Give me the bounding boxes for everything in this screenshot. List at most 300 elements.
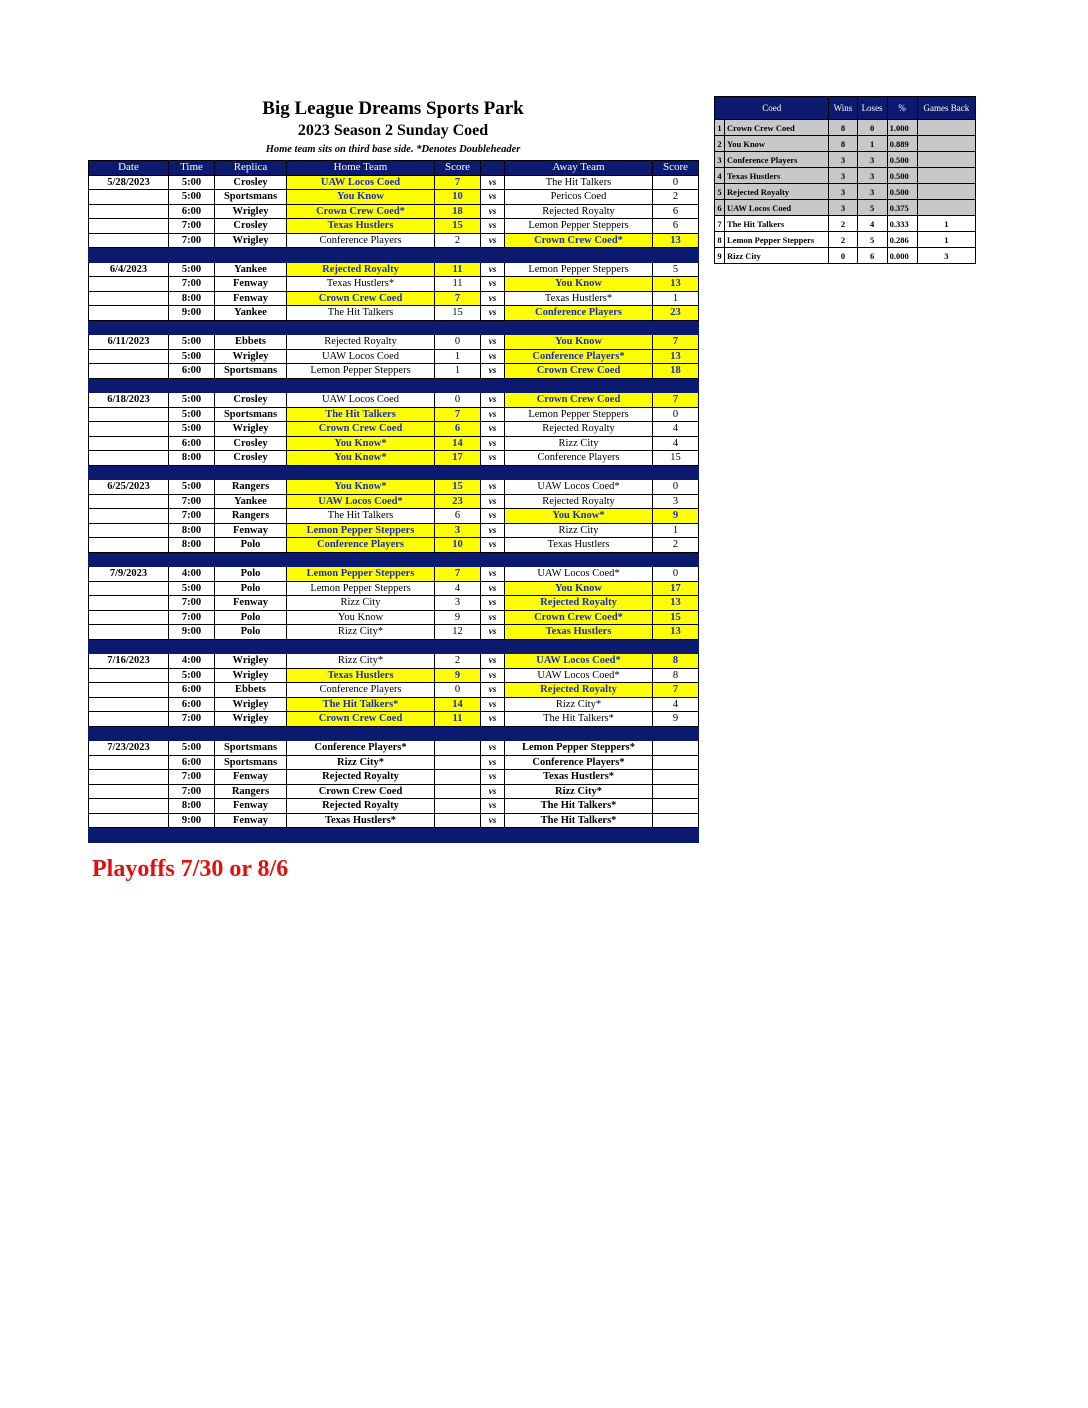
away-team: Rejected Royalty xyxy=(505,683,653,698)
standings-loses: 4 xyxy=(857,216,887,232)
vs-label: vs xyxy=(481,204,505,219)
vs-label: vs xyxy=(481,697,505,712)
home-team: Rizz City* xyxy=(287,654,435,669)
game-field: Wrigley xyxy=(215,697,287,712)
game-field: Polo xyxy=(215,538,287,553)
home-score xyxy=(435,770,481,785)
game-date xyxy=(89,538,169,553)
away-team: Texas Hustlers* xyxy=(505,291,653,306)
vs-label: vs xyxy=(481,291,505,306)
away-team: UAW Locos Coed* xyxy=(505,480,653,495)
standings-rank: 7 xyxy=(715,216,725,232)
home-score xyxy=(435,741,481,756)
home-team: You Know xyxy=(287,190,435,205)
standings-pct: 0.889 xyxy=(887,136,917,152)
game-time: 7:00 xyxy=(169,219,215,234)
game-date xyxy=(89,277,169,292)
standings-wins: 8 xyxy=(829,120,857,136)
home-team: UAW Locos Coed* xyxy=(287,494,435,509)
vs-label: vs xyxy=(481,741,505,756)
away-score: 13 xyxy=(653,277,699,292)
vs-label: vs xyxy=(481,422,505,437)
schedule-row xyxy=(89,451,699,466)
page-title: Big League Dreams Sports Park xyxy=(262,98,524,119)
schedule-row xyxy=(89,422,699,437)
game-date xyxy=(89,581,169,596)
schedule-row xyxy=(89,436,699,451)
standings-header-coed: Coed xyxy=(715,97,829,120)
away-score: 6 xyxy=(653,219,699,234)
away-team: The Hit Talkers* xyxy=(505,799,653,814)
game-time: 8:00 xyxy=(169,523,215,538)
away-team: Texas Hustlers* xyxy=(505,770,653,785)
standings-row xyxy=(715,136,976,152)
week-separator xyxy=(89,465,699,480)
standings-pct: 0.500 xyxy=(887,168,917,184)
standings-pct: 0.375 xyxy=(887,200,917,216)
schedule-row xyxy=(89,712,699,727)
game-field: Crosley xyxy=(215,175,287,190)
week-separator-cell xyxy=(89,248,699,263)
home-score: 3 xyxy=(435,596,481,611)
standings-row xyxy=(715,152,976,168)
game-date xyxy=(89,610,169,625)
standings-pct: 0.286 xyxy=(887,232,917,248)
game-time: 7:00 xyxy=(169,596,215,611)
game-field: Sportsmans xyxy=(215,364,287,379)
home-score: 12 xyxy=(435,625,481,640)
standings-loses: 6 xyxy=(857,248,887,264)
game-date xyxy=(89,523,169,538)
home-team: Conference Players xyxy=(287,233,435,248)
away-team: Rizz City xyxy=(505,523,653,538)
standings-team: Rejected Royalty xyxy=(725,184,829,200)
away-score: 13 xyxy=(653,625,699,640)
game-field: Fenway xyxy=(215,291,287,306)
home-team: You Know* xyxy=(287,451,435,466)
schedule-row xyxy=(89,190,699,205)
standings-loses: 3 xyxy=(857,184,887,200)
vs-label: vs xyxy=(481,784,505,799)
game-time: 6:00 xyxy=(169,364,215,379)
standings-pct: 0.333 xyxy=(887,216,917,232)
vs-label: vs xyxy=(481,538,505,553)
away-score: 6 xyxy=(653,204,699,219)
home-score xyxy=(435,755,481,770)
away-score xyxy=(653,813,699,828)
game-time: 5:00 xyxy=(169,581,215,596)
game-field: Crosley xyxy=(215,451,287,466)
week-separator-cell xyxy=(89,828,699,843)
col-header-home-team: Home Team xyxy=(287,161,435,176)
home-team: Texas Hustlers xyxy=(287,219,435,234)
schedule-row xyxy=(89,784,699,799)
game-field: Rangers xyxy=(215,509,287,524)
away-team: The Hit Talkers* xyxy=(505,712,653,727)
standings-row xyxy=(715,232,976,248)
vs-label: vs xyxy=(481,668,505,683)
home-score: 14 xyxy=(435,697,481,712)
game-time: 9:00 xyxy=(169,306,215,321)
vs-label: vs xyxy=(481,436,505,451)
game-date: 7/23/2023 xyxy=(89,741,169,756)
standings-row xyxy=(715,200,976,216)
week-separator xyxy=(89,639,699,654)
week-separator-cell xyxy=(89,552,699,567)
away-team: Texas Hustlers xyxy=(505,625,653,640)
game-date xyxy=(89,436,169,451)
schedule-row xyxy=(89,494,699,509)
away-team: UAW Locos Coed* xyxy=(505,654,653,669)
schedule-header-row xyxy=(89,161,699,176)
home-score: 23 xyxy=(435,494,481,509)
away-score: 13 xyxy=(653,349,699,364)
home-score: 17 xyxy=(435,451,481,466)
home-team: The Hit Talkers* xyxy=(287,697,435,712)
game-time: 8:00 xyxy=(169,538,215,553)
standings-wins: 3 xyxy=(829,168,857,184)
game-time: 5:00 xyxy=(169,480,215,495)
game-time: 5:00 xyxy=(169,190,215,205)
home-score: 10 xyxy=(435,190,481,205)
standings-wins: 3 xyxy=(829,200,857,216)
away-score: 5 xyxy=(653,262,699,277)
standings-rank: 2 xyxy=(715,136,725,152)
standings-header-pct: % xyxy=(887,97,917,120)
home-score: 11 xyxy=(435,712,481,727)
home-team: Rejected Royalty xyxy=(287,770,435,785)
home-team: Rizz City xyxy=(287,596,435,611)
away-score: 17 xyxy=(653,581,699,596)
standings-games-back xyxy=(917,184,975,200)
away-team: Pericos Coed xyxy=(505,190,653,205)
home-score: 0 xyxy=(435,393,481,408)
vs-label: vs xyxy=(481,175,505,190)
schedule-row xyxy=(89,233,699,248)
schedule-row xyxy=(89,277,699,292)
game-date xyxy=(89,291,169,306)
game-field: Polo xyxy=(215,567,287,582)
standings-row xyxy=(715,248,976,264)
schedule-row xyxy=(89,349,699,364)
schedule-row xyxy=(89,741,699,756)
schedule-body xyxy=(89,175,699,842)
away-score: 8 xyxy=(653,668,699,683)
game-time: 6:00 xyxy=(169,697,215,712)
standings-row xyxy=(715,120,976,136)
game-date xyxy=(89,697,169,712)
vs-label: vs xyxy=(481,770,505,785)
away-team: Crown Crew Coed* xyxy=(505,610,653,625)
away-score: 4 xyxy=(653,697,699,712)
home-score: 6 xyxy=(435,509,481,524)
home-score xyxy=(435,813,481,828)
game-time: 5:00 xyxy=(169,407,215,422)
week-separator-cell xyxy=(89,726,699,741)
game-date: 5/28/2023 xyxy=(89,175,169,190)
away-score: 13 xyxy=(653,233,699,248)
away-score: 0 xyxy=(653,567,699,582)
standings-header-loses: Loses xyxy=(857,97,887,120)
game-date xyxy=(89,364,169,379)
away-score: 13 xyxy=(653,596,699,611)
home-score: 9 xyxy=(435,668,481,683)
vs-label: vs xyxy=(481,190,505,205)
standings-games-back xyxy=(917,168,975,184)
vs-label: vs xyxy=(481,335,505,350)
away-score: 8 xyxy=(653,654,699,669)
vs-label: vs xyxy=(481,625,505,640)
vs-label: vs xyxy=(481,683,505,698)
home-team: Texas Hustlers xyxy=(287,668,435,683)
week-separator xyxy=(89,828,699,843)
game-time: 5:00 xyxy=(169,422,215,437)
home-team: Lemon Pepper Steppers xyxy=(287,364,435,379)
vs-label: vs xyxy=(481,364,505,379)
week-separator-cell xyxy=(89,465,699,480)
away-team: Conference Players* xyxy=(505,755,653,770)
away-team: Crown Crew Coed* xyxy=(505,233,653,248)
home-team: Conference Players xyxy=(287,538,435,553)
game-field: Wrigley xyxy=(215,654,287,669)
standings-team: Crown Crew Coed xyxy=(725,120,829,136)
game-date xyxy=(89,204,169,219)
home-team: Lemon Pepper Steppers xyxy=(287,567,435,582)
away-score: 0 xyxy=(653,175,699,190)
schedule-row xyxy=(89,509,699,524)
away-team: Lemon Pepper Steppers xyxy=(505,219,653,234)
game-date xyxy=(89,625,169,640)
away-score xyxy=(653,755,699,770)
col-header-date: Date xyxy=(89,161,169,176)
vs-label: vs xyxy=(481,349,505,364)
game-time: 6:00 xyxy=(169,436,215,451)
standings-wins: 3 xyxy=(829,152,857,168)
standings-rank: 5 xyxy=(715,184,725,200)
schedule-note: Home team sits on third base side. *Denotes Doubleheader xyxy=(265,144,521,155)
home-score: 11 xyxy=(435,277,481,292)
home-score xyxy=(435,799,481,814)
game-date xyxy=(89,668,169,683)
home-team: Crown Crew Coed xyxy=(287,784,435,799)
schedule-row xyxy=(89,262,699,277)
game-time: 4:00 xyxy=(169,654,215,669)
schedule-row xyxy=(89,581,699,596)
game-time: 5:00 xyxy=(169,668,215,683)
game-time: 9:00 xyxy=(169,625,215,640)
week-separator xyxy=(89,552,699,567)
schedule-row xyxy=(89,668,699,683)
away-score: 7 xyxy=(653,335,699,350)
game-field: Fenway xyxy=(215,770,287,785)
standings-row xyxy=(715,184,976,200)
standings-rank: 9 xyxy=(715,248,725,264)
week-separator xyxy=(89,378,699,393)
schedule-row xyxy=(89,683,699,698)
standings-row xyxy=(715,216,976,232)
schedule-row xyxy=(89,625,699,640)
game-time: 9:00 xyxy=(169,813,215,828)
away-team: Crown Crew Coed xyxy=(505,364,653,379)
game-date: 7/16/2023 xyxy=(89,654,169,669)
vs-label: vs xyxy=(481,407,505,422)
standings-rank: 8 xyxy=(715,232,725,248)
standings-games-back xyxy=(917,120,975,136)
standings-team: You Know xyxy=(725,136,829,152)
away-team: Rejected Royalty xyxy=(505,596,653,611)
away-team: Texas Hustlers xyxy=(505,538,653,553)
standings-wins: 2 xyxy=(829,232,857,248)
schedule-row xyxy=(89,364,699,379)
away-score: 9 xyxy=(653,712,699,727)
game-date xyxy=(89,451,169,466)
home-team: Crown Crew Coed* xyxy=(287,204,435,219)
home-team: The Hit Talkers xyxy=(287,306,435,321)
away-score: 18 xyxy=(653,364,699,379)
away-score: 7 xyxy=(653,393,699,408)
game-field: Crosley xyxy=(215,436,287,451)
home-score: 4 xyxy=(435,581,481,596)
home-team: Texas Hustlers* xyxy=(287,277,435,292)
home-score: 7 xyxy=(435,407,481,422)
standings-header-games-back: Games Back xyxy=(917,97,975,120)
game-date xyxy=(89,770,169,785)
standings-team: Lemon Pepper Steppers xyxy=(725,232,829,248)
game-time: 7:00 xyxy=(169,494,215,509)
vs-label: vs xyxy=(481,654,505,669)
home-score: 7 xyxy=(435,175,481,190)
game-time: 8:00 xyxy=(169,799,215,814)
game-field: Yankee xyxy=(215,494,287,509)
standings-rank: 6 xyxy=(715,200,725,216)
vs-label: vs xyxy=(481,755,505,770)
standings-header-row xyxy=(715,97,976,120)
home-team: The Hit Talkers xyxy=(287,407,435,422)
away-team: Rejected Royalty xyxy=(505,204,653,219)
game-field: Wrigley xyxy=(215,668,287,683)
vs-label: vs xyxy=(481,581,505,596)
away-team: Rejected Royalty xyxy=(505,422,653,437)
vs-label: vs xyxy=(481,494,505,509)
game-date xyxy=(89,755,169,770)
game-time: 7:00 xyxy=(169,610,215,625)
game-field: Wrigley xyxy=(215,712,287,727)
week-separator xyxy=(89,320,699,335)
standings-team: Texas Hustlers xyxy=(725,168,829,184)
home-score: 3 xyxy=(435,523,481,538)
standings-pct: 0.500 xyxy=(887,152,917,168)
game-time: 5:00 xyxy=(169,393,215,408)
game-date xyxy=(89,422,169,437)
schedule-row xyxy=(89,219,699,234)
game-time: 7:00 xyxy=(169,509,215,524)
vs-label: vs xyxy=(481,393,505,408)
game-time: 4:00 xyxy=(169,567,215,582)
playoffs-note: Playoffs 7/30 or 8/6 xyxy=(92,856,289,882)
game-field: Polo xyxy=(215,625,287,640)
schedule-table xyxy=(88,160,699,843)
schedule-row xyxy=(89,291,699,306)
game-field: Wrigley xyxy=(215,204,287,219)
standings-games-back xyxy=(917,152,975,168)
vs-label: vs xyxy=(481,306,505,321)
game-field: Wrigley xyxy=(215,349,287,364)
standings-pct: 0.500 xyxy=(887,184,917,200)
away-score: 4 xyxy=(653,422,699,437)
col-header-time: Time xyxy=(169,161,215,176)
standings-team: UAW Locos Coed xyxy=(725,200,829,216)
game-date xyxy=(89,233,169,248)
away-team: Conference Players xyxy=(505,306,653,321)
home-score: 11 xyxy=(435,262,481,277)
schedule-row xyxy=(89,596,699,611)
game-date xyxy=(89,219,169,234)
away-team: You Know* xyxy=(505,509,653,524)
week-separator-cell xyxy=(89,320,699,335)
standings-rank: 1 xyxy=(715,120,725,136)
standings-games-back: 3 xyxy=(917,248,975,264)
home-team: Lemon Pepper Steppers xyxy=(287,581,435,596)
home-score xyxy=(435,784,481,799)
home-team: Crown Crew Coed xyxy=(287,712,435,727)
home-score: 15 xyxy=(435,219,481,234)
game-date xyxy=(89,407,169,422)
game-field: Fenway xyxy=(215,813,287,828)
col-header-replica: Replica xyxy=(215,161,287,176)
away-team: Conference Players* xyxy=(505,349,653,364)
game-field: Crosley xyxy=(215,393,287,408)
game-field: Fenway xyxy=(215,523,287,538)
home-score: 0 xyxy=(435,335,481,350)
home-team: Rizz City* xyxy=(287,755,435,770)
col-header-away-score: Score xyxy=(653,161,699,176)
standings-pct: 1.000 xyxy=(887,120,917,136)
home-team: You Know* xyxy=(287,480,435,495)
home-team: You Know* xyxy=(287,436,435,451)
game-field: Rangers xyxy=(215,480,287,495)
game-date xyxy=(89,596,169,611)
game-time: 7:00 xyxy=(169,712,215,727)
schedule-row xyxy=(89,697,699,712)
week-separator-cell xyxy=(89,378,699,393)
home-score: 7 xyxy=(435,291,481,306)
schedule-row xyxy=(89,393,699,408)
vs-label: vs xyxy=(481,610,505,625)
week-separator-cell xyxy=(89,639,699,654)
home-score: 15 xyxy=(435,480,481,495)
schedule-row xyxy=(89,407,699,422)
home-team: Lemon Pepper Steppers xyxy=(287,523,435,538)
standings-wins: 2 xyxy=(829,216,857,232)
vs-label: vs xyxy=(481,509,505,524)
game-time: 7:00 xyxy=(169,770,215,785)
away-score: 0 xyxy=(653,480,699,495)
away-team: The Hit Talkers xyxy=(505,175,653,190)
game-field: Wrigley xyxy=(215,422,287,437)
game-date xyxy=(89,813,169,828)
home-score: 1 xyxy=(435,349,481,364)
away-score: 1 xyxy=(653,291,699,306)
away-team: Lemon Pepper Steppers xyxy=(505,407,653,422)
away-score xyxy=(653,741,699,756)
game-field: Sportsmans xyxy=(215,407,287,422)
game-time: 5:00 xyxy=(169,262,215,277)
home-score: 1 xyxy=(435,364,481,379)
away-team: Lemon Pepper Steppers* xyxy=(505,741,653,756)
game-time: 5:00 xyxy=(169,175,215,190)
away-team: You Know xyxy=(505,581,653,596)
away-score: 3 xyxy=(653,494,699,509)
